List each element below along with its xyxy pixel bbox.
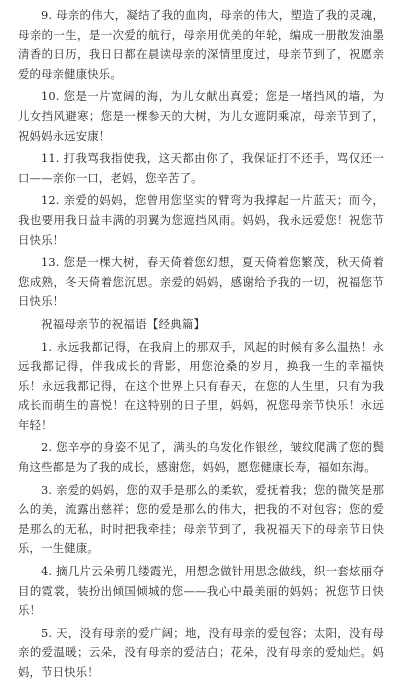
paragraph-12: 12. 亲爱的妈妈，您曾用您坚实的臂弯为我撑起一片蓝天；而今，我也要用我日益丰满的羽翼为您遮挡风雨。妈妈，我永远爱您！祝您节日快乐！ — [18, 193, 384, 247]
section-heading: 祝福母亲节的祝福语【经典篇】 — [41, 316, 206, 331]
paragraph-10: 10. 您是一片宽阔的海，为儿女献出真爱；您是一堵挡风的墙，为儿女挡风避寒；您是一棵参天的大树，为儿女遮阴乘凉，母亲节到了，祝妈妈永远安康！ — [18, 89, 384, 143]
classic-paragraph-4: 4. 摘几片云朵剪几缕霞光，用想念做针用思念做线，织一套炫丽夺目的霓裳，装扮出倾国倾城的您——我心中最美丽的妈妈；祝您节日快乐！ — [18, 564, 384, 618]
classic-paragraph-2: 2. 您辛亭的身姿不见了，满头的乌发化作银丝，皱纹爬满了您的鬓角这些都是为了我的成长，感谢您，妈妈，愿您健康长寿，福如东海。 — [18, 440, 384, 475]
paragraph-11: 11. 打我骂我指使我，这天都由你了，我保证打不还手，骂仅还一口——亲你一口，老妈，您辛苦了。 — [18, 151, 384, 185]
paragraph-9: 9. 母亲的伟大，凝结了我的血肉，母亲的伟大，塑造了我的灵魂，母亲的一生，是一次爱的航行，母亲用优美的年轮，编成一册散发油墨清香的日历，我日日都在晨读母亲的深情里度过，母亲节到了，祝愿亲爱的母亲健康快乐。 — [18, 8, 384, 81]
classic-paragraph-3: 3. 亲爱的妈妈，您的双手是那么的柔软，爱抚着我；您的微笑是那么的美，流露出慈祥；您的爱是那么的伟大，把我的不对包容；您的爱是那么的无私，时时把我牵挂；母亲节到了，我祝福天下的母亲节日快乐，一生健康。 — [18, 482, 384, 556]
classic-paragraph-5: 5. 天，没有母亲的爱广阔；地，没有母亲的爱包容；太阳，没有母亲的爱温暖；云朵，没有母亲的爱洁白；花朵，没有母亲的爱灿烂。妈妈，节日快乐！ — [18, 625, 384, 679]
paragraph-13: 13. 您是一棵大树，春天倚着您幻想，夏天倚着您繁茂，秋天倚着您成熟，冬天倚着您沉思。亲爱的妈妈，感谢给予我的一切，祝福您节日快乐！ — [18, 255, 384, 309]
classic-paragraph-1: 1. 永远我都记得，在我肩上的那双手，风起的时候有多么温热！永远我都记得，伴我成长的背影，用您沧桑的岁月，换我一生的幸福快乐！永远我都记得，在这个世界上只有春天，在您的人生里，只有为我成长而萌生的喜悦！在这特别的日子里，妈妈，祝您母亲节快乐！永远年轻！ — [18, 339, 384, 432]
